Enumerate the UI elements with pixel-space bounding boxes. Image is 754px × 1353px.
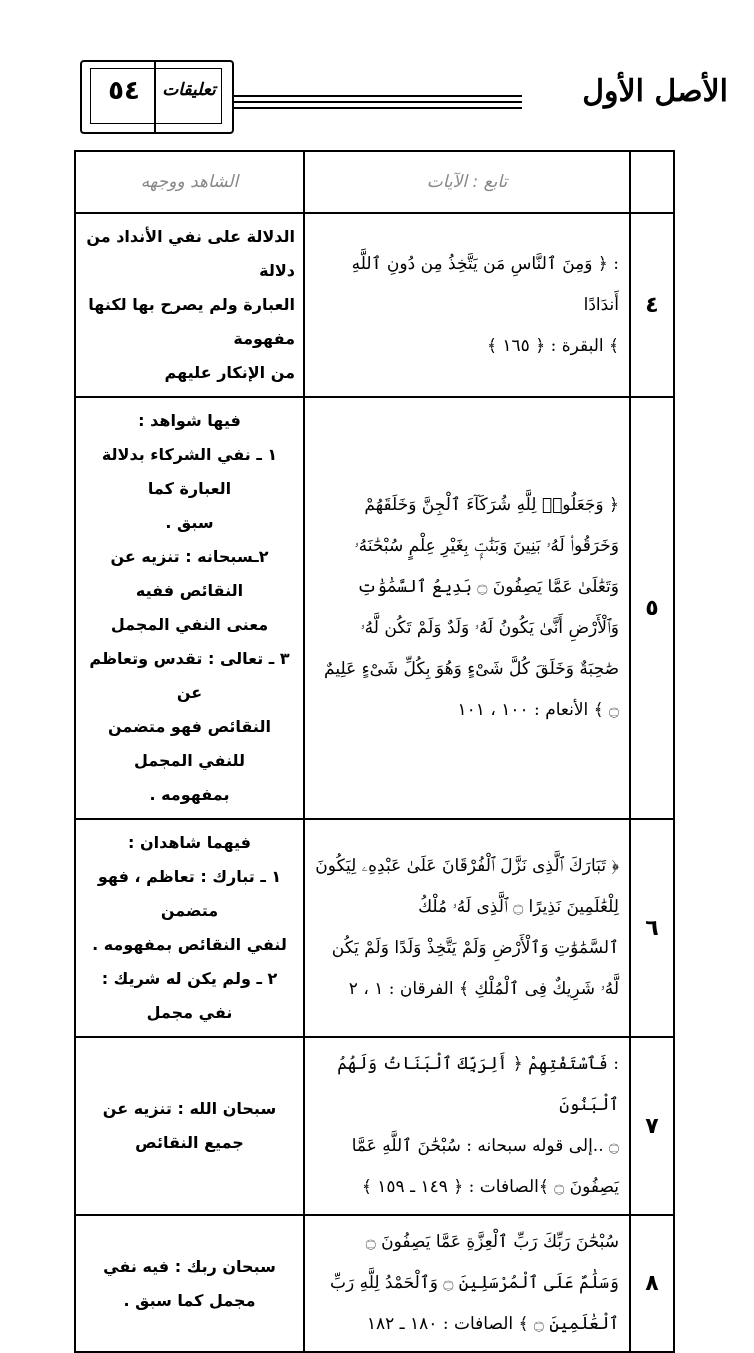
verse-line: وَسَلَٰمٌ عَلَى ٱلْمُرْسَلِينَ ۝ وَٱلْحَمْدُ لِلَّهِ رَبِّ (329, 1273, 619, 1293)
witness-line: مجمل كما سبق . (123, 1290, 256, 1310)
header-rule (232, 95, 522, 113)
page-label: تعليقات (162, 80, 216, 100)
verse-cell (304, 1215, 630, 1352)
verse-cell (304, 819, 630, 1037)
table-header-row (75, 151, 674, 213)
witness-line: ١ ـ تبارك : تعاظم ، فهو متضمن (97, 867, 282, 920)
witness-line: سبحان الله : تنزيه عن (102, 1099, 277, 1118)
page-header (0, 0, 754, 140)
table-row (75, 1037, 674, 1215)
verse-line: ۝ ﴾ الأنعام : ١٠٠ ، ١٠١ (457, 700, 619, 720)
table-row (75, 819, 674, 1037)
verse-line: ۝ ..إلى قوله سبحانه : سُبْحَٰنَ ٱللَّهِ عَمَّا (351, 1136, 619, 1156)
row-number: ٥ (630, 397, 674, 819)
verse-line: ﴿ تَبَارَكَ ٱلَّذِى نَزَّلَ ٱلْفُرْقَانَ عَلَىٰ عَبْدِهِۦ لِيَكُونَ (315, 856, 619, 876)
verse-line: ﴿ وَجَعَلُوا۟ لِلَّهِ شُرَكَآءَ ٱلْجِنَّ وَخَلَقَهُمْ (364, 495, 619, 515)
witness-cell (75, 397, 304, 819)
verse-line: لَّهُۥ شَرِيكٌ فِى ٱلْمُلْكِ ﴾ الفرقان : ١ ، ٢ (348, 979, 619, 999)
verse-line: يَصِفُونَ ۝ ﴾الصافات : ﴿ ١٤٩ ـ ١٥٩ ﴾ (361, 1177, 619, 1197)
witness-line: سبق . (165, 513, 214, 532)
witness-line: الدلالة على نفي الأنداد من دلالة (86, 227, 295, 280)
witness-line: ٣ ـ تعالى : تقدس وتعاظم عن (89, 649, 290, 702)
section-title: الأصل الأول (582, 74, 728, 109)
witness-line: ٢ ـ ولم يكن له شريك : نفي مجمل (101, 969, 278, 1022)
verse-line: وَخَرَقُوا۟ لَهُۥ بَنِينَ وَبَنَٰتٍۭ بِغَيْرِ عِلْمٍ سُبْحَٰنَهُۥ (354, 536, 619, 556)
verse-cell (304, 397, 630, 819)
verse-line: : فَٱسْتَفْتِهِمْ ﴿ أَلِرَبِّكَ ٱلْبَنَاتُ وَلَهُمُ ٱلْبَنُونَ (337, 1054, 619, 1115)
witness-column-header: الشاهد ووجهه (75, 151, 304, 213)
witness-line: سبحان ربك : فيه نفي (103, 1256, 276, 1276)
witness-line: لنفي النقائص بمفهومه . (92, 935, 287, 954)
witness-line: جميع النقائص (135, 1133, 244, 1152)
table-row (75, 1215, 674, 1352)
witness-line: العبارة ولم يصرح بها لكنها مفهومة (88, 295, 295, 348)
verses-column-header: تابع : الآيات (304, 151, 630, 213)
verse-line: وَٱلْأَرْضِ أَنَّىٰ يَكُونُ لَهُۥ وَلَدٌ وَلَمْ تَكُن لَّهُۥ (360, 618, 619, 638)
table-row (75, 213, 674, 397)
verse-line: صَٰحِبَةٌ وَخَلَقَ كُلَّ شَىْءٍ وَهُوَ بِكُلِّ شَىْءٍ عَلِيمٌ (324, 659, 619, 679)
witness-line: من الإنكار عليهم (164, 363, 295, 382)
witness-line: معنى النفي المجمل (110, 615, 269, 634)
verse-line: ٱلْعَٰلَمِينَ ۝ ﴾ الصافات : ١٨٠ ـ ١٨٢ (366, 1314, 619, 1334)
row-number: ٤ (630, 213, 674, 397)
witness-line: ١ ـ نفي الشركاء بدلالة العبارة كما (101, 445, 278, 498)
witness-line: ٢ـسبحانه : تنزيه عن النقائص ففيه (110, 547, 269, 600)
witness-line: النقائص فهو متضمن للنفي المجمل (108, 717, 271, 770)
witness-cell (75, 213, 304, 397)
witness-cell (75, 819, 304, 1037)
witness-line: فيها شواهد : (138, 411, 241, 430)
witness-cell (75, 1037, 304, 1215)
verse-line: ٱلسَّمَٰوَٰتِ وَٱلْأَرْضِ وَلَمْ يَتَّخِذْ وَلَدًا وَلَمْ يَكُن (331, 938, 619, 958)
verses-table (74, 150, 675, 1353)
verse-line: لِلْعَٰلَمِينَ نَذِيرًا ۝ ٱلَّذِى لَهُۥ مُلْكُ (418, 897, 619, 917)
verse-cell (304, 213, 630, 397)
row-number: ٦ (630, 819, 674, 1037)
verse-line: وَتَعَٰلَىٰ عَمَّا يَصِفُونَ ۝ بَدِيعُ ٱلسَّمَٰوَٰتِ (356, 577, 619, 597)
verse-line: سُبْحَٰنَ رَبِّكَ رَبِّ ٱلْعِزَّةِ عَمَّا يَصِفُونَ ۝ (365, 1232, 619, 1252)
row-number: ٧ (630, 1037, 674, 1215)
page-number: ٥٤ (108, 76, 140, 106)
witness-line: بمفهومه . (149, 785, 230, 804)
num-column-header (630, 151, 674, 213)
verse-line: : ﴿ وَمِنَ ٱلنَّاسِ مَن يَتَّخِذُ مِن دُونِ ٱللَّهِ أَندَادًا (351, 253, 619, 315)
witness-line: فيهما شاهدان : (127, 833, 252, 852)
table-row (75, 397, 674, 819)
verse-cell (304, 1037, 630, 1215)
witness-cell (75, 1215, 304, 1352)
row-number: ٨ (630, 1215, 674, 1352)
verse-line: ﴾ البقرة : ﴿ ١٦٥ ﴾ (487, 335, 619, 356)
